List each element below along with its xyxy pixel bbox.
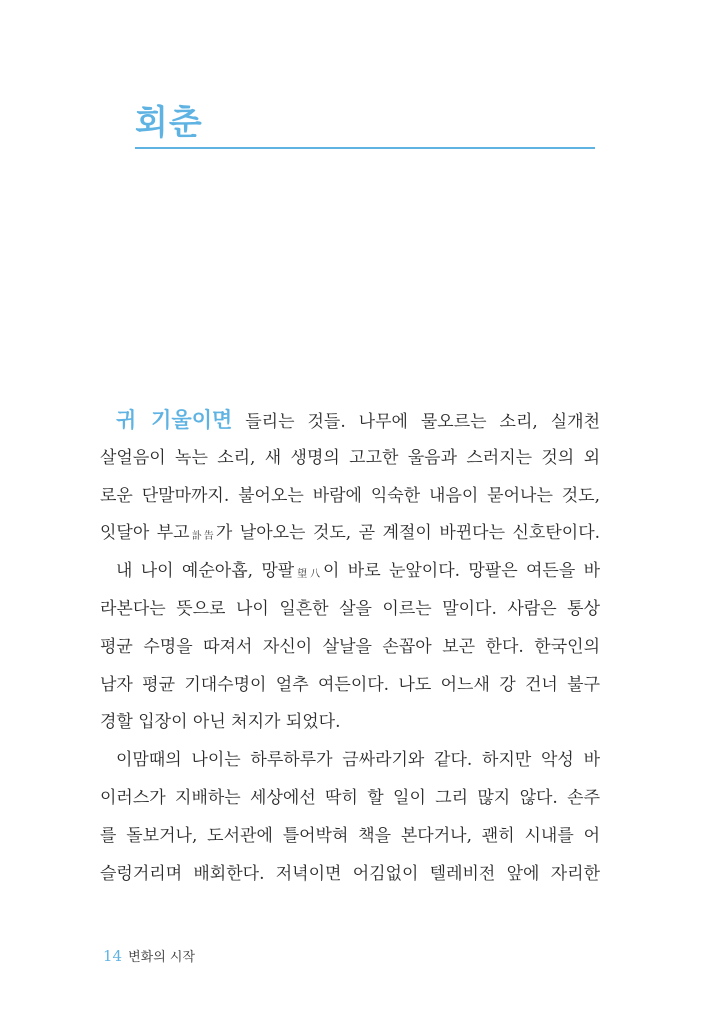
line-text: 이 바로 눈앞이다. 망팔은 여든을 바: [323, 561, 600, 582]
line-text: 이맘때의 나이는 하루하루가 금싸라기와 같다. 하지만 악성 바: [116, 750, 600, 771]
text-line: [100, 402, 600, 440]
text-line: 남자 평균 기대수명이 얼추 여든이다. 나도 어느새 강 건너 불구: [100, 674, 600, 695]
page-footer: [103, 946, 195, 968]
hanja-annotation: 訃告: [189, 531, 216, 543]
hanja-annotation: 望八: [294, 569, 324, 581]
text-line: 살얼음이 녹는 소리, 새 생명의 고고한 울음과 스러지는 것의 외: [100, 447, 600, 468]
text-line: 평균 수명을 따져서 자신이 살날을 손꼽아 보곤 한다. 한국인의: [100, 636, 600, 657]
line-text: 내 나이 예순아홉, 망팔: [116, 561, 295, 582]
text-line: [100, 515, 600, 553]
text-line: 이러스가 지배하는 세상에선 딱히 할 일이 그리 많지 않다. 손주: [100, 787, 600, 808]
text-line: 경할 입장이 아닌 처지가 되었다.: [100, 712, 341, 733]
body-text: [100, 402, 600, 893]
lead-phrase: 귀 기울이면: [116, 408, 233, 432]
text-line: 로운 단말마까지. 불어오는 바람에 익숙한 내음이 묻어나는 것도,: [100, 485, 600, 506]
line-text: 가 날아오는 것도, 곧 계절이 바뀐다는 신호탄이다.: [215, 523, 601, 544]
text-line: 라본다는 뜻으로 나이 일흔한 살을 이르는 말이다. 사람은 통상: [100, 598, 600, 619]
text-line: 를 돌보거나, 도서관에 틀어박혀 책을 본다거나, 괜히 시내를 어: [100, 825, 600, 846]
line-text: 잇달아 부고: [100, 523, 190, 544]
running-book-title: 변화의 시작: [128, 950, 196, 965]
text-line: [100, 553, 600, 591]
page-number: 14: [103, 947, 123, 965]
title-divider: [135, 147, 595, 149]
text-line: 슬렁거리며 배회한다. 저녁이면 어김없이 텔레비전 앞에 자리한: [100, 863, 600, 884]
line-text: 들리는 것들. 나무에 물오르는 소리, 실개천: [232, 412, 600, 432]
text-line: [100, 742, 600, 780]
chapter-title: 회춘: [135, 103, 203, 143]
